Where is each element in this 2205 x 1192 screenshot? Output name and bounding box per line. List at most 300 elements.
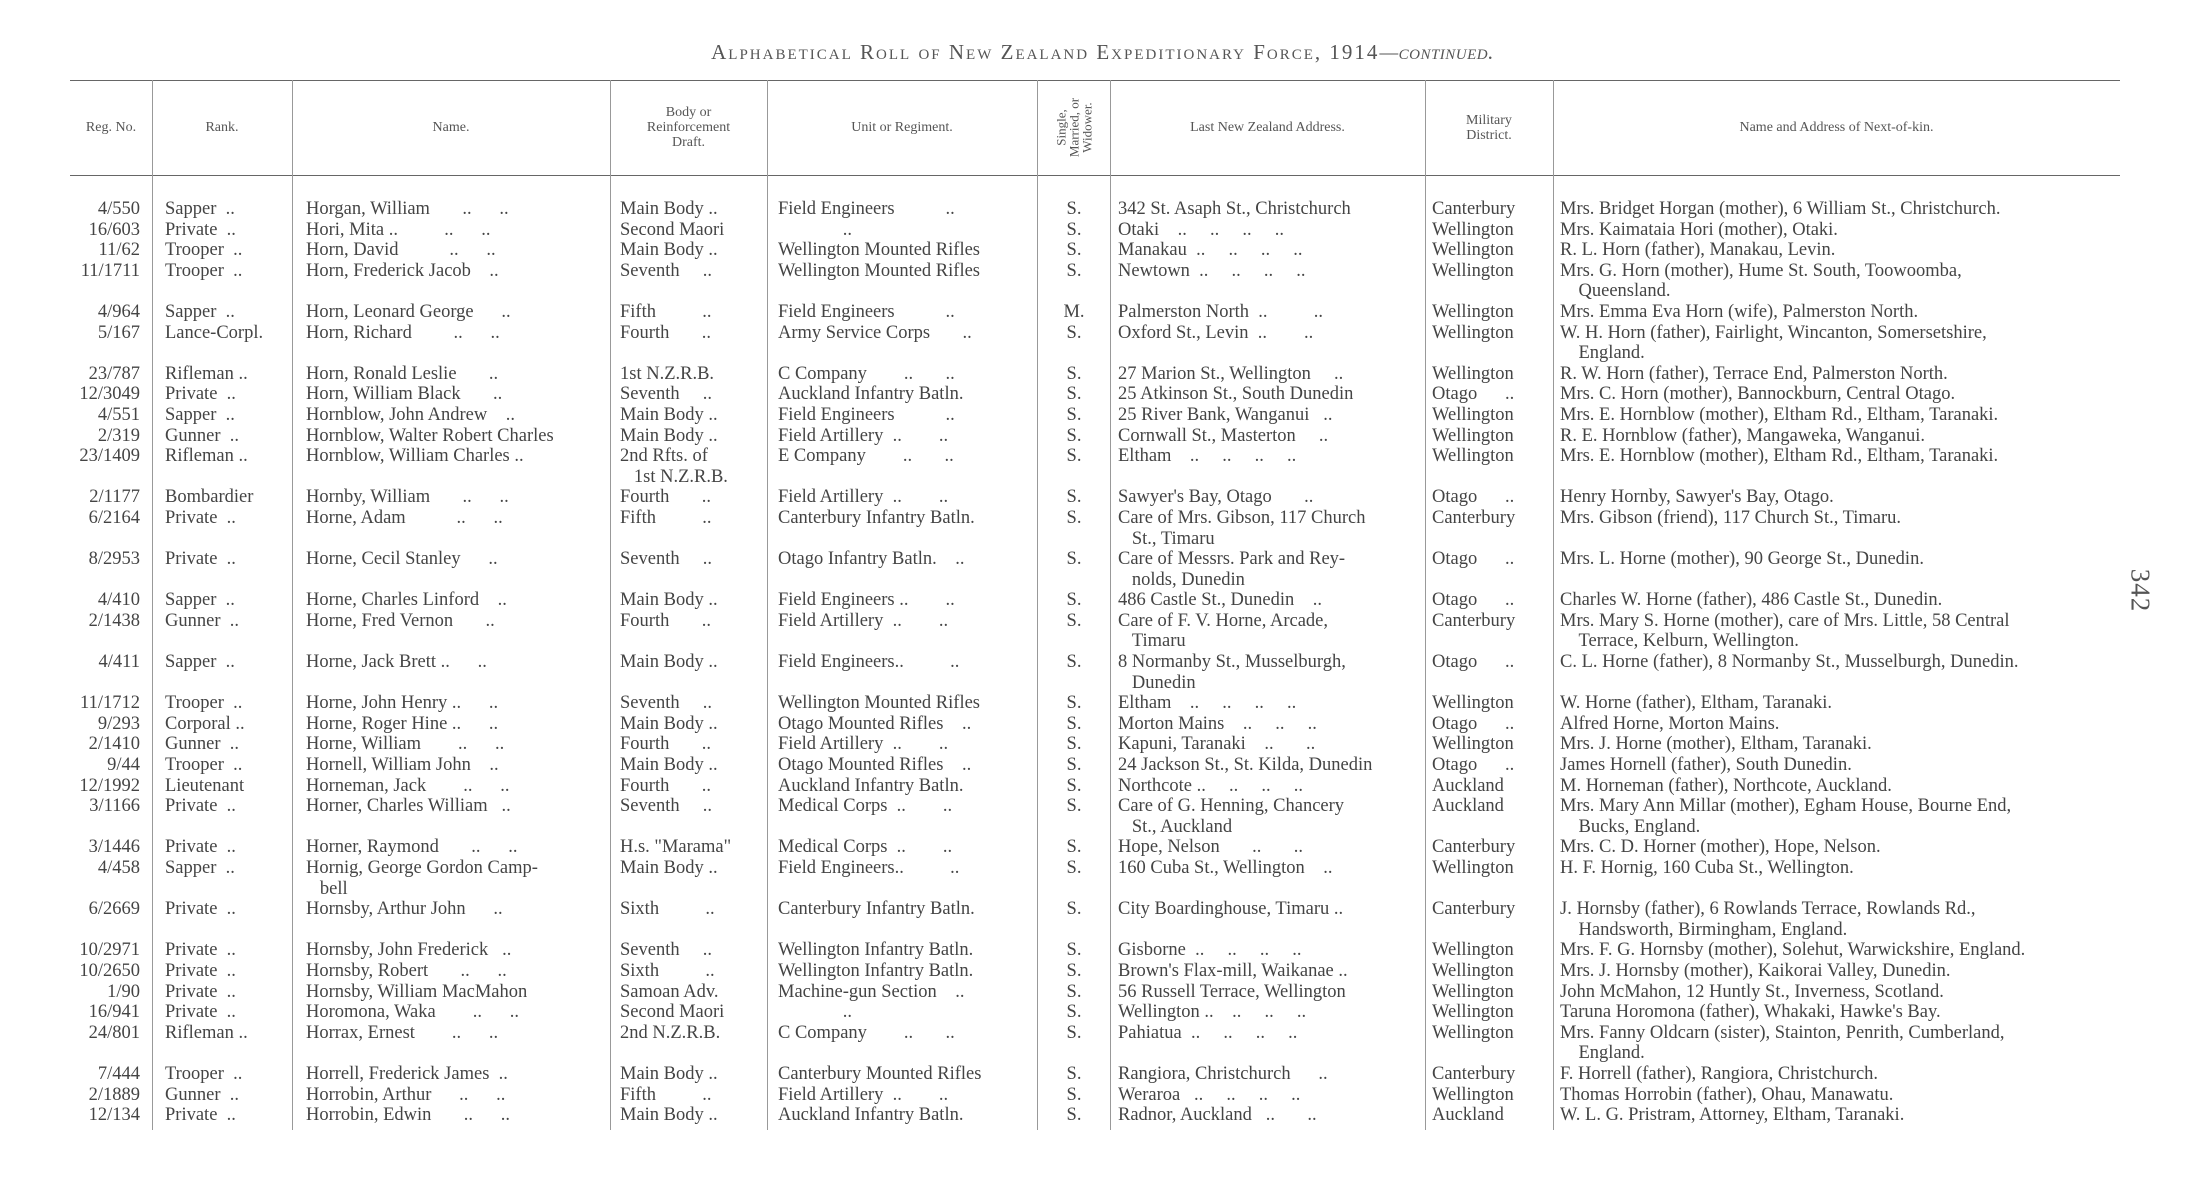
table-row — [0, 961, 2205, 982]
district-cell: Wellington — [1432, 219, 1514, 240]
body-draft-cell: Main Body .. — [620, 425, 718, 446]
table-row — [0, 549, 2205, 590]
status-cell: S. — [1066, 960, 1082, 981]
unit-cell: Field Artillery .. .. — [778, 610, 949, 631]
rank-cell: Private .. — [165, 219, 236, 240]
reg-no-cell: 23/1409 — [79, 446, 140, 467]
reg-no-cell: 11/1712 — [80, 693, 140, 714]
table-row — [0, 796, 2205, 837]
reg-no-cell: 12/1992 — [79, 775, 140, 796]
body-draft-cell: Fourth .. — [620, 322, 711, 343]
table-row — [0, 302, 2205, 323]
address-cell: 8 Normanby St., Musselburgh, Dunedin — [1118, 652, 1346, 693]
status-cell: S. — [1066, 1084, 1082, 1105]
next-of-kin-cell: Alfred Horne, Morton Mains. — [1560, 713, 1780, 734]
next-of-kin-cell: James Hornell (father), South Dunedin. — [1560, 755, 1852, 776]
name-cell: Hornblow, John Andrew .. — [306, 404, 515, 425]
rank-cell: Private .. — [165, 981, 236, 1002]
unit-cell: Field Artillery .. .. — [778, 1084, 949, 1105]
rank-cell: Sapper .. — [165, 301, 235, 322]
reg-no-cell: 4/551 — [97, 404, 140, 425]
page-title — [0, 40, 2205, 65]
address-cell: Newtown .. .. .. .. — [1118, 260, 1306, 281]
table-row — [0, 1085, 2205, 1106]
reg-no-cell: 24/801 — [88, 1022, 140, 1043]
rank-cell: Private .. — [165, 837, 236, 858]
unit-cell: C Company .. .. — [778, 1022, 955, 1043]
name-cell: Horne, Cecil Stanley .. — [306, 549, 498, 570]
status-cell: S. — [1066, 404, 1082, 425]
address-cell: Morton Mains .. .. .. — [1118, 713, 1317, 734]
next-of-kin-cell: R. W. Horn (father), Terrace End, Palmerston North. — [1560, 363, 1948, 384]
name-cell: Horner, Raymond .. .. — [306, 837, 518, 858]
district-cell: Wellington — [1432, 1022, 1514, 1043]
reg-no-cell: 10/2650 — [79, 960, 140, 981]
status-cell: M. — [1063, 301, 1085, 322]
table-row — [0, 776, 2205, 797]
rank-cell: Private .. — [165, 940, 236, 961]
table-row — [0, 1064, 2205, 1085]
district-cell: Wellington — [1432, 301, 1514, 322]
address-cell: Hope, Nelson .. .. — [1118, 837, 1303, 858]
address-cell: Weraroa .. .. .. .. — [1118, 1084, 1301, 1105]
table-row — [0, 261, 2205, 302]
rank-cell: Bombardier — [165, 487, 254, 508]
next-of-kin-cell: F. Horrell (father), Rangiora, Christchurch. — [1560, 1063, 1879, 1084]
next-of-kin-cell: Thomas Horrobin (father), Ohau, Manawatu. — [1560, 1084, 1894, 1105]
status-cell: S. — [1066, 240, 1082, 261]
name-cell: Hornell, William John .. — [306, 755, 499, 776]
status-cell: S. — [1066, 363, 1082, 384]
district-cell: Wellington — [1432, 858, 1514, 878]
body-draft-cell: Main Body .. — [620, 404, 718, 425]
unit-cell: .. — [778, 1002, 852, 1023]
header-rank: Rank. — [205, 120, 239, 135]
header-reg-no: Reg. No. — [85, 120, 137, 135]
unit-cell: Canterbury Infantry Batln. — [778, 507, 975, 528]
table-row — [0, 1002, 2205, 1023]
rank-cell: Sapper .. — [165, 199, 235, 219]
district-cell: Canterbury — [1432, 199, 1516, 219]
reg-no-cell: 4/458 — [97, 858, 140, 878]
next-of-kin-cell: Mrs. Mary S. Horne (mother), care of Mrs. Little, 58 Central Terrace, Kelburn, Wellington. — [1560, 610, 2010, 652]
next-of-kin-cell: Mrs. Fanny Oldcarn (sister), Stainton, Penrith, Cumberland, England. — [1560, 1022, 2005, 1064]
name-cell: Horne, John Henry .. .. — [306, 693, 499, 714]
name-cell: Horne, Charles Linford .. — [306, 590, 507, 611]
body-draft-cell: Fourth .. — [620, 610, 711, 631]
reg-no-cell: 2/319 — [97, 425, 140, 446]
reg-no-cell: 3/1166 — [89, 796, 140, 817]
table-row — [0, 858, 2205, 899]
unit-cell: Field Engineers .. .. — [778, 590, 955, 611]
unit-cell: Auckland Infantry Batln. — [778, 384, 964, 405]
name-cell: Horgan, William .. .. — [306, 199, 509, 219]
name-cell: Hori, Mita .. .. .. — [306, 219, 491, 240]
reg-no-cell: 4/410 — [97, 590, 140, 611]
table-row — [0, 240, 2205, 261]
table-row — [0, 364, 2205, 385]
name-cell: Horn, Frederick Jacob .. — [306, 260, 499, 281]
body-draft-cell: Fourth .. — [620, 734, 711, 755]
table-row — [0, 323, 2205, 364]
address-cell: Rangiora, Christchurch .. — [1118, 1063, 1328, 1084]
header-name: Name. — [432, 120, 470, 135]
district-cell: Wellington — [1432, 404, 1514, 425]
unit-cell: Wellington Mounted Rifles — [778, 693, 980, 714]
rank-cell: Private .. — [165, 796, 236, 817]
table-row — [0, 384, 2205, 405]
status-cell: S. — [1066, 199, 1082, 219]
status-cell: S. — [1066, 1002, 1082, 1023]
body-draft-cell: Seventh .. — [620, 384, 712, 405]
rank-cell: Private .. — [165, 899, 236, 920]
district-cell: Wellington — [1432, 960, 1514, 981]
rank-cell: Trooper .. — [165, 693, 243, 714]
address-cell: Eltham .. .. .. .. — [1118, 693, 1297, 714]
district-cell: Otago .. — [1432, 384, 1515, 405]
district-cell: Otago .. — [1432, 755, 1515, 776]
name-cell: Horneman, Jack .. .. — [306, 775, 510, 796]
district-cell: Wellington — [1432, 322, 1514, 343]
unit-cell: Wellington Mounted Rifles — [778, 260, 980, 281]
name-cell: Hornsby, William MacMahon — [306, 981, 528, 1002]
status-cell: S. — [1066, 899, 1082, 920]
body-draft-cell: Seventh .. — [620, 940, 712, 961]
rank-cell: Rifleman .. — [165, 1022, 248, 1043]
table-row — [0, 1105, 2205, 1126]
reg-no-cell: 4/550 — [97, 199, 140, 219]
unit-cell: Auckland Infantry Batln. — [778, 1105, 964, 1126]
reg-no-cell: 5/167 — [97, 322, 140, 343]
address-cell: Pahiatua .. .. .. .. — [1118, 1022, 1298, 1043]
reg-no-cell: 1/90 — [107, 981, 140, 1002]
unit-cell: Field Artillery .. .. — [778, 425, 949, 446]
unit-cell: Field Engineers .. — [778, 301, 955, 322]
next-of-kin-cell: C. L. Horne (father), 8 Normanby St., Musselburgh, Dunedin. — [1560, 652, 2019, 673]
name-cell: Hornsby, Robert .. .. — [306, 960, 507, 981]
body-draft-cell: Fourth .. — [620, 487, 711, 508]
page-number: 342 — [2125, 568, 2156, 613]
district-cell: Otago .. — [1432, 549, 1515, 570]
next-of-kin-cell: Mrs. Gibson (friend), 117 Church St., Timaru. — [1560, 507, 1902, 528]
status-cell: S. — [1066, 940, 1082, 961]
reg-no-cell: 2/1438 — [88, 610, 140, 631]
rank-cell: Private .. — [165, 507, 236, 528]
status-cell: S. — [1066, 775, 1082, 796]
next-of-kin-cell: Mrs. L. Horne (mother), 90 George St., Dunedin. — [1560, 549, 1924, 570]
unit-cell: Otago Mounted Rifles .. — [778, 755, 972, 776]
body-draft-cell: Main Body .. — [620, 713, 718, 734]
address-cell: 486 Castle St., Dunedin .. — [1118, 590, 1323, 611]
address-cell: 25 Atkinson St., South Dunedin — [1118, 384, 1354, 405]
status-cell: S. — [1066, 1105, 1082, 1126]
address-cell: Care of F. V. Horne, Arcade, Timaru — [1118, 610, 1329, 652]
address-cell: Care of Mrs. Gibson, 117 Church St., Timaru — [1118, 507, 1366, 549]
next-of-kin-cell: Mrs. F. G. Hornsby (mother), Solehut, Warwickshire, England. — [1560, 940, 2026, 961]
rank-cell: Rifleman .. — [165, 363, 248, 384]
header-next-of-kin: Name and Address of Next-of-kin. — [1739, 120, 1934, 135]
district-cell: Wellington — [1432, 940, 1514, 961]
next-of-kin-cell: W. H. Horn (father), Fairlight, Wincanton, Somersetshire, England. — [1560, 322, 1987, 364]
reg-no-cell: 2/1889 — [88, 1084, 140, 1105]
rank-cell: Trooper .. — [165, 1063, 243, 1084]
next-of-kin-cell: Mrs. J. Horne (mother), Eltham, Taranaki. — [1560, 734, 1872, 755]
district-cell: Wellington — [1432, 260, 1514, 281]
reg-no-cell: 4/411 — [98, 652, 140, 673]
district-cell: Otago .. — [1432, 590, 1515, 611]
reg-no-cell: 2/1177 — [89, 487, 140, 508]
district-cell: Canterbury — [1432, 1063, 1516, 1084]
table-row — [0, 652, 2205, 693]
reg-no-cell: 11/62 — [98, 240, 140, 261]
district-cell: Canterbury — [1432, 899, 1516, 920]
next-of-kin-cell: Mrs. Emma Eva Horn (wife), Palmerston North. — [1560, 301, 1919, 322]
next-of-kin-cell: R. L. Horn (father), Manakau, Levin. — [1560, 240, 1836, 261]
name-cell: Horn, Ronald Leslie .. — [306, 363, 499, 384]
table-row — [0, 940, 2205, 961]
next-of-kin-cell: Charles W. Horne (father), 486 Castle St., Dunedin. — [1560, 590, 1943, 611]
body-draft-cell: Sixth .. — [620, 899, 715, 920]
table-row — [0, 714, 2205, 735]
district-cell: Wellington — [1432, 734, 1514, 755]
unit-cell: Wellington Mounted Rifles — [778, 240, 980, 261]
name-cell: Horn, Richard .. .. — [306, 322, 500, 343]
district-cell: Auckland — [1432, 796, 1504, 817]
next-of-kin-cell: Mrs. E. Hornblow (mother), Eltham Rd., Eltham, Taranaki. — [1560, 404, 1999, 425]
status-cell: S. — [1066, 322, 1082, 343]
unit-cell: C Company .. .. — [778, 363, 955, 384]
rank-cell: Sapper .. — [165, 404, 235, 425]
district-cell: Wellington — [1432, 981, 1514, 1002]
unit-cell: Field Engineers .. — [778, 199, 955, 219]
district-cell: Canterbury — [1432, 610, 1516, 631]
district-cell: Canterbury — [1432, 837, 1516, 858]
reg-no-cell: 4/964 — [97, 301, 140, 322]
body-draft-cell: Seventh .. — [620, 260, 712, 281]
body-draft-cell: Fifth .. — [620, 1084, 712, 1105]
body-draft-cell: Fifth .. — [620, 507, 712, 528]
name-cell: Hornblow, Walter Robert Charles — [306, 425, 554, 446]
status-cell: S. — [1066, 837, 1082, 858]
header-district: Military District. — [1466, 112, 1512, 143]
status-cell: S. — [1066, 1063, 1082, 1084]
next-of-kin-cell: Henry Hornby, Sawyer's Bay, Otago. — [1560, 487, 1834, 508]
district-cell: Wellington — [1432, 446, 1514, 467]
table-row — [0, 693, 2205, 714]
name-cell: Horrax, Ernest .. .. — [306, 1022, 499, 1043]
body-draft-cell: Main Body .. — [620, 199, 718, 219]
address-cell: Cornwall St., Masterton .. — [1118, 425, 1329, 446]
reg-no-cell: 6/2669 — [88, 899, 140, 920]
reg-no-cell: 11/1711 — [80, 260, 140, 281]
unit-cell: Machine-gun Section .. — [778, 981, 965, 1002]
table-row — [0, 611, 2205, 652]
next-of-kin-cell: John McMahon, 12 Huntly St., Inverness, Scotland. — [1560, 981, 1944, 1002]
rank-cell: Private .. — [165, 384, 236, 405]
next-of-kin-cell: W. Horne (father), Eltham, Taranaki. — [1560, 693, 1832, 714]
roll-table-body — [0, 199, 2205, 1126]
rank-cell: Gunner .. — [165, 1084, 239, 1105]
body-draft-cell: H.s. "Marama" — [620, 837, 732, 858]
reg-no-cell: 8/2953 — [88, 549, 140, 570]
rank-cell: Gunner .. — [165, 734, 239, 755]
body-draft-cell: Fifth .. — [620, 301, 712, 322]
status-cell: S. — [1066, 796, 1082, 817]
body-draft-cell: Second Maori — [620, 219, 725, 240]
district-cell: Wellington — [1432, 425, 1514, 446]
unit-cell: .. — [778, 219, 852, 240]
status-cell: S. — [1066, 610, 1082, 631]
page-title-continued: —continued. — [1379, 40, 1494, 64]
status-cell: S. — [1066, 713, 1082, 734]
table-row — [0, 487, 2205, 508]
table-row — [0, 899, 2205, 940]
rank-cell: Sapper .. — [165, 590, 235, 611]
status-cell: S. — [1066, 981, 1082, 1002]
table-row — [0, 426, 2205, 447]
reg-no-cell: 12/3049 — [79, 384, 140, 405]
unit-cell: E Company .. .. — [778, 446, 954, 467]
rank-cell: Rifleman .. — [165, 446, 248, 467]
next-of-kin-cell: H. F. Hornig, 160 Cuba St., Wellington. — [1560, 858, 1854, 878]
rank-cell: Lieutenant — [165, 775, 245, 796]
district-cell: Otago .. — [1432, 713, 1515, 734]
status-cell: S. — [1066, 858, 1082, 878]
address-cell: Brown's Flax-mill, Waikanae .. — [1118, 960, 1348, 981]
unit-cell: Otago Infantry Batln. .. — [778, 549, 965, 570]
address-cell: Eltham .. .. .. .. — [1118, 446, 1297, 467]
body-draft-cell: Main Body .. — [620, 1105, 718, 1126]
unit-cell: Auckland Infantry Batln. — [778, 775, 964, 796]
body-draft-cell: Sixth .. — [620, 960, 715, 981]
rank-cell: Private .. — [165, 1002, 236, 1023]
reg-no-cell: 7/444 — [97, 1063, 140, 1084]
next-of-kin-cell: Mrs. G. Horn (mother), Hume St. South, Toowoomba, Queensland. — [1560, 260, 1962, 302]
header-address: Last New Zealand Address. — [1190, 120, 1345, 135]
address-cell: Otaki .. .. .. .. — [1118, 219, 1284, 240]
rank-cell: Trooper .. — [165, 755, 243, 776]
reg-no-cell: 9/293 — [97, 713, 140, 734]
table-row — [0, 405, 2205, 426]
table-row — [0, 508, 2205, 549]
unit-cell: Canterbury Mounted Rifles — [778, 1063, 982, 1084]
address-cell: Wellington .. .. .. .. — [1118, 1002, 1307, 1023]
district-cell: Auckland — [1432, 775, 1504, 796]
status-cell: S. — [1066, 384, 1082, 405]
reg-no-cell: 16/603 — [88, 219, 140, 240]
name-cell: Horne, Jack Brett .. .. — [306, 652, 487, 673]
body-draft-cell: Fourth .. — [620, 775, 711, 796]
rank-cell: Gunner .. — [165, 425, 239, 446]
unit-cell: Wellington Infantry Batln. — [778, 960, 974, 981]
name-cell: Horrobin, Arthur .. .. — [306, 1084, 506, 1105]
reg-no-cell: 3/1446 — [88, 837, 140, 858]
body-draft-cell: Main Body .. — [620, 1063, 718, 1084]
address-cell: City Boardinghouse, Timaru .. — [1118, 899, 1344, 920]
rank-cell: Gunner .. — [165, 610, 239, 631]
status-cell: S. — [1066, 507, 1082, 528]
status-cell: S. — [1066, 549, 1082, 570]
body-draft-cell: Samoan Adv. — [620, 981, 719, 1002]
table-row — [0, 220, 2205, 241]
name-cell: Hornsby, John Frederick .. — [306, 940, 512, 961]
rank-cell: Private .. — [165, 960, 236, 981]
table-row — [0, 590, 2205, 611]
address-cell: 27 Marion St., Wellington .. — [1118, 363, 1344, 384]
unit-cell: Field Engineers.. .. — [778, 652, 960, 673]
district-cell: Wellington — [1432, 693, 1514, 714]
unit-cell: Medical Corps .. .. — [778, 796, 953, 817]
status-cell: S. — [1066, 219, 1082, 240]
next-of-kin-cell: Mrs. J. Hornsby (mother), Kaikorai Valley, Dunedin. — [1560, 960, 1951, 981]
unit-cell: Field Artillery .. .. — [778, 734, 949, 755]
name-cell: Hornig, George Gordon Camp- bell — [306, 858, 538, 899]
district-cell: Auckland — [1432, 1105, 1504, 1126]
table-row — [0, 982, 2205, 1003]
table-row — [0, 199, 2205, 220]
address-cell: Care of Messrs. Park and Rey- nolds, Dunedin — [1118, 549, 1346, 590]
rank-cell: Private .. — [165, 549, 236, 570]
body-draft-cell: Main Body .. — [620, 240, 718, 261]
table-row — [0, 446, 2205, 487]
rank-cell: Corporal .. — [165, 713, 245, 734]
district-cell: Wellington — [1432, 240, 1514, 261]
next-of-kin-cell: Mrs. C. Horn (mother), Bannockburn, Central Otago. — [1560, 384, 1956, 405]
address-cell: 56 Russell Terrace, Wellington — [1118, 981, 1346, 1002]
table-row — [0, 755, 2205, 776]
district-cell: Wellington — [1432, 1002, 1514, 1023]
reg-no-cell: 12/134 — [88, 1105, 140, 1126]
address-cell: Care of G. Henning, Chancery St., Auckland — [1118, 796, 1345, 837]
name-cell: Horn, David .. .. — [306, 240, 496, 261]
header-unit: Unit or Regiment. — [851, 120, 953, 135]
address-cell: Palmerston North .. .. — [1118, 301, 1324, 322]
header-status — [1040, 85, 1108, 170]
next-of-kin-cell: Mrs. C. D. Horner (mother), Hope, Nelson. — [1560, 837, 1881, 858]
body-draft-cell: Main Body .. — [620, 858, 718, 878]
status-cell: S. — [1066, 1022, 1082, 1043]
address-cell: 25 River Bank, Wanganui .. — [1118, 404, 1333, 425]
reg-no-cell: 9/44 — [107, 755, 140, 776]
next-of-kin-cell: Mrs. Bridget Horgan (mother), 6 William St., Christchurch. — [1560, 199, 2001, 219]
next-of-kin-cell: R. E. Hornblow (father), Mangaweka, Wanganui. — [1560, 425, 1925, 446]
address-cell: Northcote .. .. .. .. — [1118, 775, 1303, 796]
name-cell: Hornby, William .. .. — [306, 487, 509, 508]
unit-cell: Field Engineers .. — [778, 404, 955, 425]
district-cell: Otago .. — [1432, 652, 1515, 673]
name-cell: Horne, Fred Vernon .. — [306, 610, 495, 631]
status-cell: S. — [1066, 755, 1082, 776]
unit-cell: Field Artillery .. .. — [778, 487, 949, 508]
body-draft-cell: 1st N.Z.R.B. — [620, 363, 715, 384]
name-cell: Horn, William Black .. — [306, 384, 503, 405]
body-draft-cell: 2nd Rfts. of 1st N.Z.R.B. — [620, 446, 728, 487]
address-cell: 24 Jackson St., St. Kilda, Dunedin — [1118, 755, 1373, 776]
rank-cell: Sapper .. — [165, 858, 235, 878]
body-draft-cell: Seventh .. — [620, 693, 712, 714]
status-cell: S. — [1066, 260, 1082, 281]
next-of-kin-cell: Mrs. Mary Ann Millar (mother), Egham House, Bourne End, Bucks, England. — [1560, 796, 2012, 837]
unit-cell: Field Engineers.. .. — [778, 858, 960, 878]
status-cell: S. — [1066, 487, 1082, 508]
status-cell: S. — [1066, 590, 1082, 611]
reg-no-cell: 2/1410 — [88, 734, 140, 755]
unit-cell: Army Service Corps .. — [778, 322, 972, 343]
rank-cell: Private .. — [165, 1105, 236, 1126]
district-cell: Wellington — [1432, 363, 1514, 384]
header-body-draft: Body or Reinforcement Draft. — [646, 105, 731, 150]
address-cell: Radnor, Auckland .. .. — [1118, 1105, 1317, 1126]
